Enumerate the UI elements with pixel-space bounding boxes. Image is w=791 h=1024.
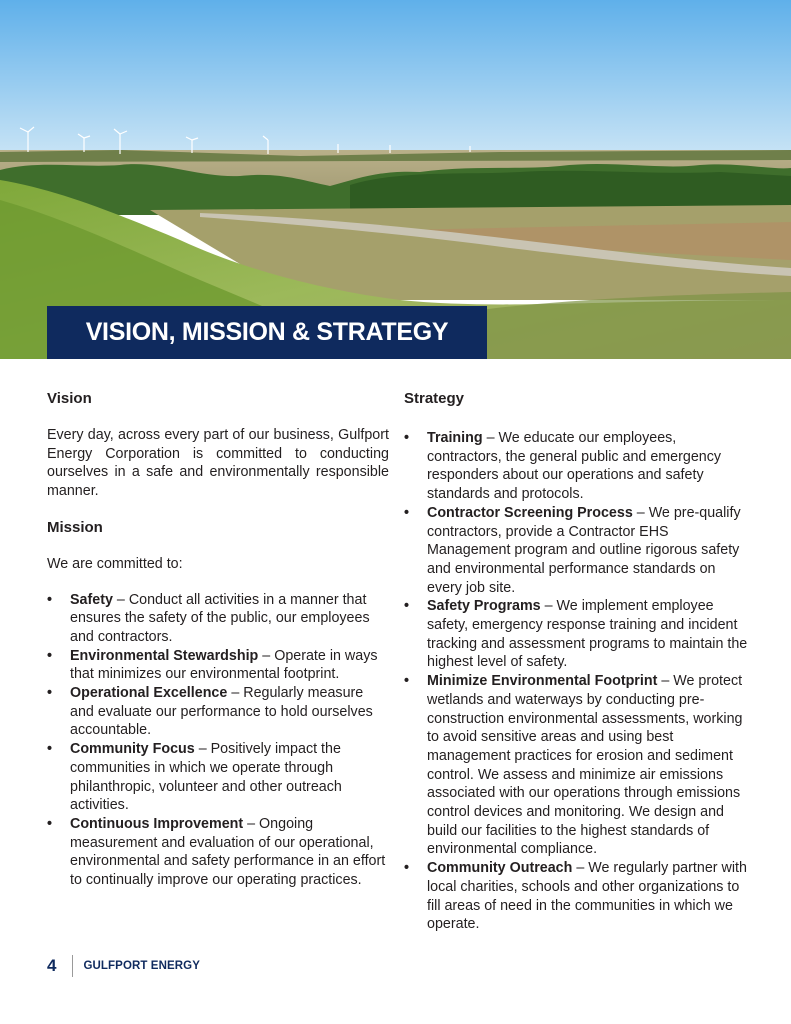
item-term: Minimize Environmental Footprint (427, 673, 658, 690)
item-text: – Operate in ways that minimizes our environmental footprint. (70, 647, 378, 683)
page-title: VISION, MISSION & STRATEGY (47, 306, 487, 359)
item-text: – Conduct all activities in a manner that ensures the safety of the public, our employees and contractors. (70, 591, 370, 645)
list-item (404, 859, 749, 934)
bullet-icon: • (404, 860, 410, 877)
right-column (404, 389, 749, 934)
list-item (404, 429, 749, 504)
vision-heading: Vision (47, 390, 92, 407)
item-text: – We implement employee safety, emergency response training and incident tracking and assessment programs to maintain the highest level of safety. (427, 598, 748, 671)
item-term: Community Outreach (427, 860, 573, 877)
strategy-heading: Strategy (404, 390, 465, 407)
footer-brand: GULFPORT ENERGY (83, 960, 200, 972)
item-term: Community Focus (70, 741, 195, 758)
list-item (47, 647, 389, 684)
item-term: Contractor Screening Process (427, 504, 633, 521)
list-item (47, 684, 389, 740)
item-term: Safety (70, 591, 113, 608)
mission-intro: We are committed to: (47, 555, 183, 572)
bullet-icon: • (404, 504, 410, 521)
footer-divider (72, 955, 73, 977)
mission-heading: Mission (47, 518, 103, 536)
list-item (404, 597, 749, 672)
bullet-icon: • (47, 647, 53, 664)
strategy-list (404, 429, 749, 934)
list-item (47, 815, 389, 890)
item-term: Continuous Improvement (70, 815, 244, 832)
bullet-icon: • (47, 741, 53, 758)
bullet-icon: • (47, 685, 53, 702)
item-term: Environmental Stewardship (70, 647, 259, 664)
bullet-icon: • (47, 591, 53, 608)
bullet-icon: • (404, 430, 410, 446)
item-text: – We regularly partner with local charities, schools and other organizations to fill areas of need in the communities in which we operate. (427, 860, 747, 933)
page-number: 4 (47, 956, 57, 975)
item-term: Training (427, 430, 483, 446)
list-item (404, 504, 749, 598)
vision-text: Every day, across every part of our business, Gulfport Energy Corporation is committed to conducting ourselves in a safe and environmentally responsible manner. (47, 427, 389, 500)
bullet-icon: • (47, 815, 53, 832)
hero-image (0, 0, 791, 359)
item-text: – Ongoing measurement and evaluation of our operational, environmental and safety performance in an effort to continually improve our operating practices. (70, 815, 386, 889)
list-item (47, 740, 389, 815)
mission-list (47, 591, 389, 890)
page-footer (47, 954, 200, 978)
left-column (47, 389, 389, 890)
item-term: Operational Excellence (70, 685, 228, 702)
list-item (47, 591, 389, 647)
item-text: – We protect wetlands and waterways by conducting pre-construction environmental assessments, working to avoid sensitive areas and using best management practices for erosion and sediment control. We assess and minimize air emissions associated with our operations through emissions control devices and monitoring. We design and build our facilities to the highest standards of environmental compliance. (427, 673, 743, 858)
item-text: – We pre-qualify contractors, provide a Contractor EHS Management program and outline rigorous safety and environmental performance standards on every job site. (427, 504, 741, 596)
item-text: – We educate our employees, contractors, the general public and emergency responders about our operations and safety standards and protocols. (427, 430, 722, 503)
bullet-icon: • (404, 598, 410, 615)
item-text: – Positively impact the communities in which we operate through philanthropic, volunteer and other outreach activities. (70, 741, 342, 814)
item-term: Safety Programs (427, 598, 541, 615)
list-item (404, 672, 749, 859)
bullet-icon: • (404, 673, 410, 690)
item-text: – Regularly measure and evaluate our performance to hold ourselves accountable. (70, 685, 373, 739)
